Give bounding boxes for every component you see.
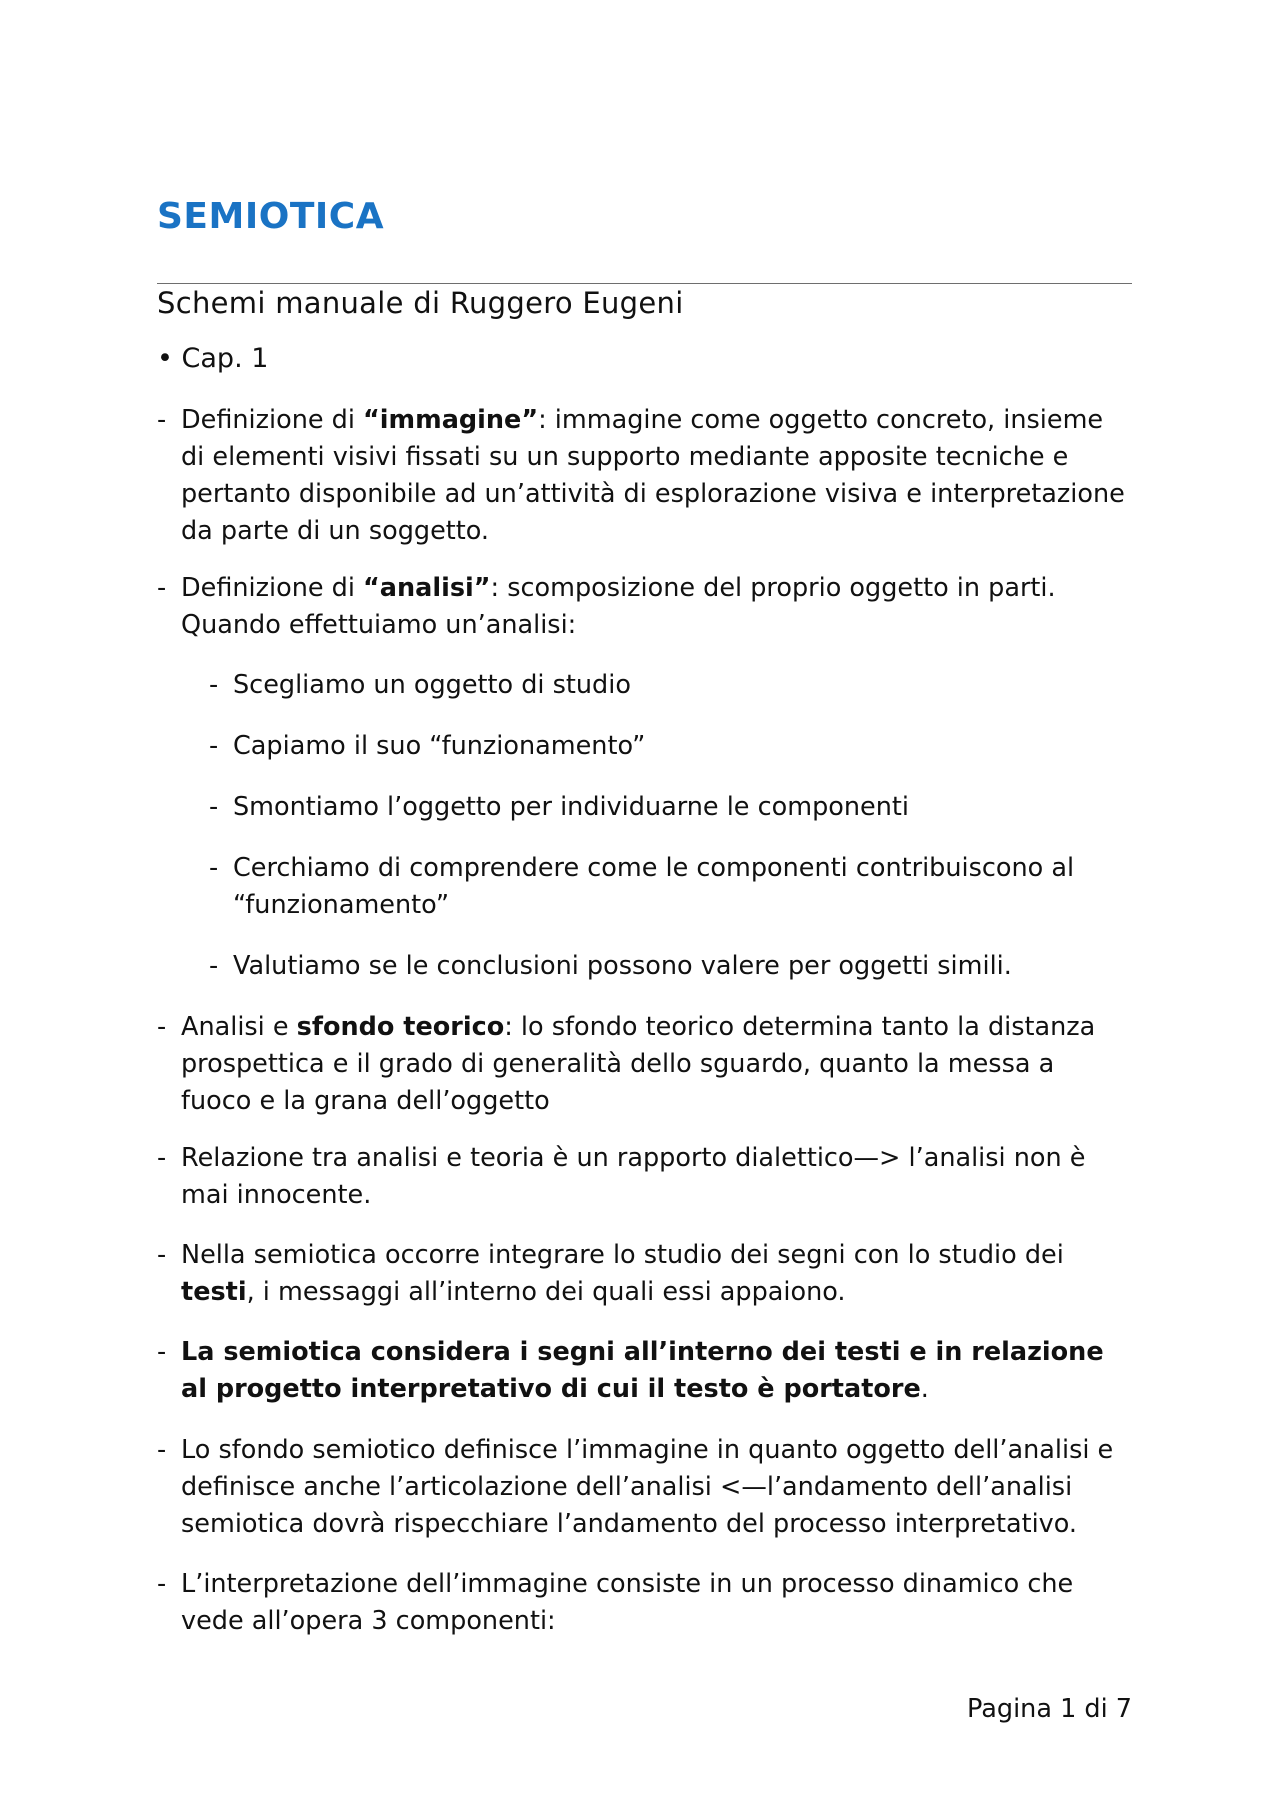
sub-list-item [209, 850, 1132, 924]
item-text: Valutiamo se le conclusioni possono valere per oggetti simili. [233, 951, 1012, 981]
dash-marker: - [157, 1143, 167, 1173]
dash-marker: - [157, 1569, 167, 1599]
list-item-definizione-immagine [157, 402, 1132, 550]
page-number: Pagina 1 di 7 [967, 1694, 1132, 1724]
item-text: Smontiamo l’oggetto per individuarne le componenti [233, 792, 909, 822]
chapter-heading [157, 343, 268, 374]
item-text: Definizione di [181, 573, 364, 603]
item-text: Relazione tra analisi e teoria è un rapporto dialettico—> l’analisi non è mai innocente. [181, 1143, 1086, 1210]
dash-marker: - [157, 1012, 167, 1042]
item-text: Capiamo il suo “funzionamento” [233, 731, 646, 761]
dash-marker: - [209, 792, 219, 822]
sub-list-item [209, 789, 1132, 826]
dash-marker: - [157, 573, 167, 603]
list-item-sfondo-teorico [157, 1009, 1132, 1120]
list-item-semiotica-considera [157, 1334, 1132, 1408]
chapter-bullet: • [157, 343, 173, 374]
item-text: Scegliamo un oggetto di studio [233, 670, 631, 700]
item-text: Cerchiamo di comprendere come le componenti contribuiscono al “funzionamento” [233, 853, 1075, 920]
item-text: Nella semiotica occorre integrare lo studio dei segni con lo studio dei [181, 1240, 1064, 1270]
dash-marker: - [209, 731, 219, 761]
document-subtitle: Schemi manuale di Ruggero Eugeni [157, 286, 684, 320]
title-divider [157, 283, 1132, 284]
item-text: : lo sfondo teorico determina tanto la distanza prospettica e il grado di generalità dello sguardo, quanto la messa a fuoco e la grana dell’oggetto [181, 1012, 1096, 1116]
list-item-sfondo-semiotico [157, 1432, 1132, 1543]
sub-list-item [209, 728, 1132, 765]
item-text: Lo sfondo semiotico definisce l’immagine in quanto oggetto dell’analisi e definisce anche l’articolazione dell’analisi <—l’andamento dell’analisi semiotica dovrà rispecchiare l’andamento del processo interpretativo. [181, 1435, 1114, 1539]
item-bold-term: “analisi” [363, 573, 491, 603]
dash-marker: - [157, 405, 167, 435]
dash-marker: - [209, 951, 219, 981]
dash-marker: - [209, 670, 219, 700]
item-bold-term: sfondo teorico [296, 1012, 505, 1042]
dash-marker: - [209, 853, 219, 883]
list-item-interpretazione [157, 1566, 1132, 1640]
dash-marker: - [157, 1435, 167, 1465]
item-text: L’interpretazione dell’immagine consiste in un processo dinamico che vede all’opera 3 componenti: [181, 1569, 1074, 1636]
chapter-label: Cap. 1 [181, 343, 269, 374]
list-item-relazione [157, 1140, 1132, 1214]
document-title: SEMIOTICA [157, 196, 385, 237]
item-text: , i messaggi all’interno dei quali essi appaiono. [246, 1277, 846, 1307]
sub-list-item [209, 948, 1132, 985]
item-text: : immagine come oggetto concreto, insieme di elementi visivi fissati su un supporto mediante apposite tecniche e pertanto disponibile ad un’attività di esplorazione visiva e interpretazione da parte di un soggetto. [181, 405, 1125, 546]
dash-marker: - [157, 1337, 167, 1367]
item-text: : scomposizione del proprio oggetto in parti. Quando effettuiamo un’analisi: [181, 573, 1056, 640]
item-text: Analisi e [181, 1012, 297, 1042]
item-text: . [920, 1374, 929, 1404]
item-bold-term: testi [181, 1277, 247, 1307]
item-text: Definizione di [181, 405, 364, 435]
dash-marker: - [157, 1240, 167, 1270]
list-item-testi [157, 1237, 1132, 1311]
sub-list-item [209, 667, 1132, 704]
item-bold-term: “immagine” [363, 405, 539, 435]
item-bold-term: La semiotica considera i segni all’interno dei testi e in relazione al progetto interpretativo di cui il testo è portatore [181, 1337, 1104, 1404]
list-item-definizione-analisi [157, 570, 1132, 644]
